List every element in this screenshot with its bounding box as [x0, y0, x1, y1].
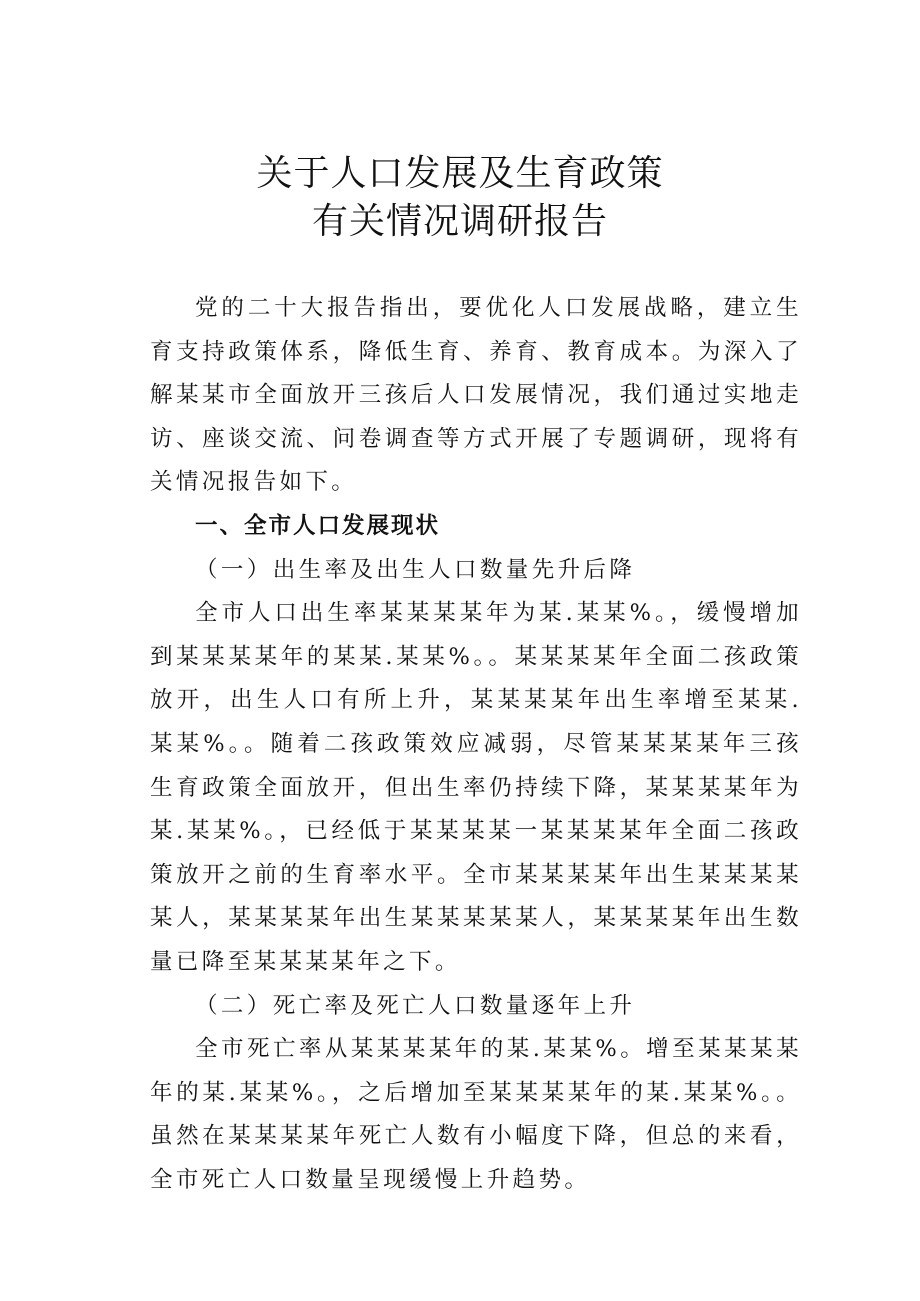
report-title-line-2: 有关情况调研报告 [311, 201, 608, 242]
subsection-heading-2: （二）死亡率及死亡人口数量逐年上升 [195, 992, 636, 1019]
section-heading-1: 一、全市人口发展现状 [195, 512, 441, 539]
intro-paragraph: 党的二十大报告指出，要优化人口发展战略，建立生育支持政策体系，降低生育、养育、教育成本。为深入了解某某市全面放开三孩后人口发展情况，我们通过实地走访、座谈交流、问卷调查等方式开展了专题调研，现将有关情况报告如下。 [150, 295, 802, 496]
report-body [150, 287, 802, 1202]
death-rate-paragraph: 全市死亡率从某某某某年的某.某某%。增至某某某某年的某.某某%。，之后增加至某某某某年的某.某某%。。虽然在某某某某年死亡人数有小幅度下降，但总的来看，全市死亡人口数量呈现缓慢上升趋势。 [150, 1036, 802, 1193]
report-title-line-1: 关于人口发展及生育政策 [256, 153, 664, 194]
birth-rate-paragraph: 全市人口出生率某某某某年为某.某某%。，缓慢增加到某某某某年的某某.某某%。。某某某某年全面二孩政策放开，出生人口有所上升，某某某某年出生率增至某某.某某%。。随着二孩政策效应减弱，尽管某某某某年三孩生育政策全面放开，但出生率仍持续下降，某某某某年为某.某某%。，已经低于某某某某一某某某某年全面二孩政策放开之前的生育率水平。全市某某某某年出生某某某某某人，某某某某年出生某某某某某人，某某某某年出生数量已降至某某某某年之下。 [150, 600, 802, 975]
subsection-heading-1: （一）出生率及出生人口数量先升后降 [195, 556, 636, 583]
